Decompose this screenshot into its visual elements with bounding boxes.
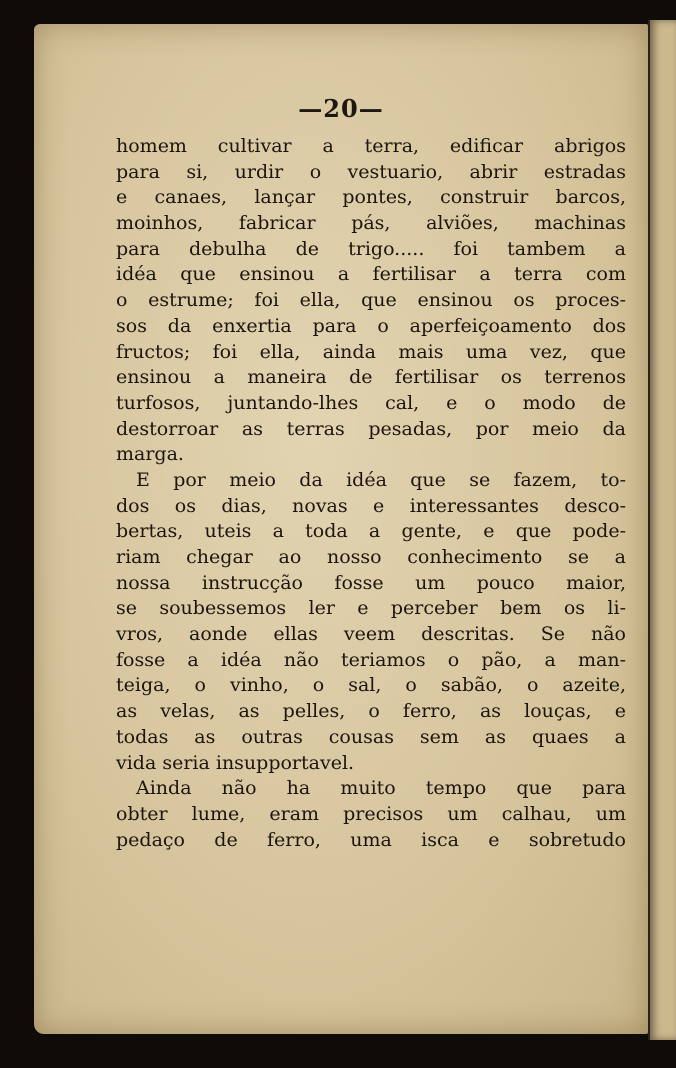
page-number: —20— [298,94,384,123]
text-line: e canaes, lançar pontes, construir barcos, [116,186,626,209]
text-line: todas as outras cousas sem as quaes a [116,725,626,748]
text-line: nossa instrucção fosse um pouco maior, [116,571,626,594]
text-line: ensinou a maneira de fertilisar os terrenos [116,366,626,389]
text-line: fosse a idéa não teriamos o pão, a man- [116,648,626,671]
text-line: homem cultivar a terra, edificar abrigos [116,135,626,157]
text-line: riam chegar ao nosso conhecimento se a [116,546,626,568]
text-line: vros, aonde ellas veem descritas. Se não [116,623,626,646]
text-line: idéa que ensinou a fertilisar a terra com [116,263,626,286]
text-line: moinhos, fabricar pás, alviões, machinas [116,212,626,235]
text-line: teiga, o vinho, o sal, o sabão, o azeite, [116,674,626,697]
text-line: para debulha de trigo..... foi tambem a [116,237,626,260]
adjacent-page-edge [650,20,676,1040]
text-line: destorroar as terras pesadas, por meio da [116,417,626,440]
text-line: obter lume, eram precisos um calhau, um [116,802,626,825]
text-line: vida seria insupportavel. [116,751,355,774]
text-line: E por meio da idéa que se fazem, to- [136,468,626,491]
text-line: as velas, as pelles, o ferro, as louças, e [116,700,626,723]
text-line: para si, urdir o vestuario, abrir estradas [116,160,626,183]
text-line: marga. [116,443,184,466]
text-line: dos os dias, novas e interessantes desco- [116,494,626,517]
text-line: pedaço de ferro, uma isca e sobretudo [116,828,626,851]
body-text [116,134,626,853]
text-line: bertas, uteis a toda a gente, e que pode- [116,520,626,543]
text-line: se soubessemos ler e perceber bem os li- [116,597,626,620]
text-line: turfosos, juntando-lhes cal, e o modo de [116,391,626,414]
text-line: fructos; foi ella, ainda mais uma vez, que [116,340,626,363]
text-line: Ainda não ha muito tempo que para [136,777,626,800]
text-line: o estrume; foi ella, que ensinou os proces- [116,289,626,312]
text-line: sos da enxertia para o aperfeiçoamento dos [116,314,626,337]
